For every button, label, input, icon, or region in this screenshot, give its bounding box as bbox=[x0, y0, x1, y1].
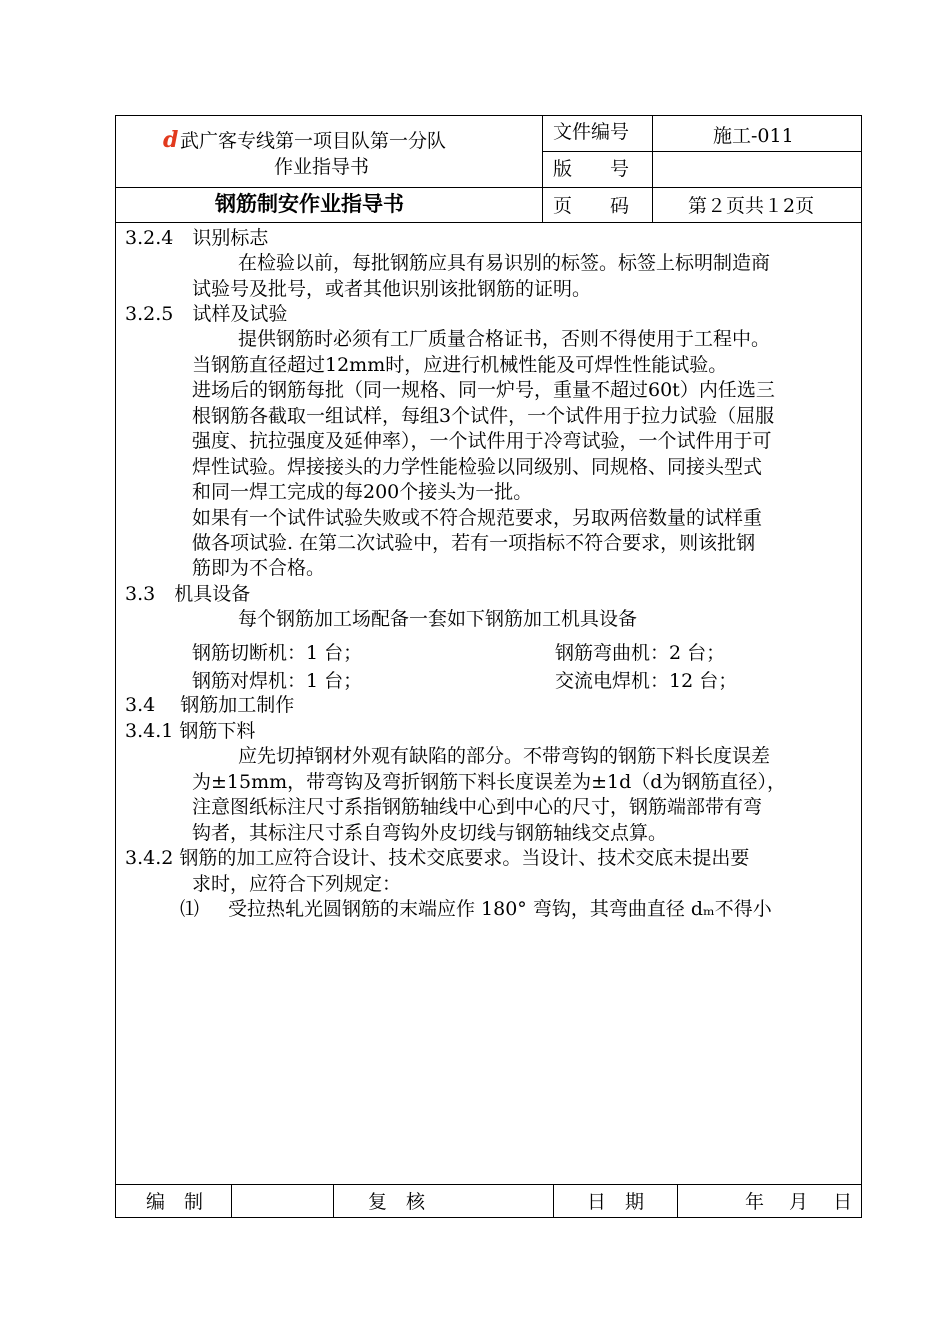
section-3-2-4: 3.2.4 识别标志 bbox=[125, 227, 269, 249]
grid-line bbox=[333, 1184, 334, 1218]
paragraph-line: 进场后的钢筋每批（同一规格、同一炉号，重量不超过60t）内任选三 bbox=[192, 379, 775, 401]
grid-line bbox=[115, 222, 862, 223]
doc-no-label: 文件编号 bbox=[553, 121, 630, 143]
section-3-2-5: 3.2.5 试样及试验 bbox=[125, 303, 288, 325]
paragraph-line: 受拉热轧光圆钢筋的末端应作 180° 弯钩，其弯曲直径 dₘ不得小 bbox=[228, 898, 772, 920]
review-label: 复 核 bbox=[368, 1191, 426, 1213]
grid-line bbox=[677, 1184, 678, 1218]
equipment-item: 钢筋弯曲机：2 台； bbox=[555, 642, 726, 664]
equipment-item: 钢筋对焊机：1 台； bbox=[192, 670, 363, 692]
list-number: ⑴ bbox=[180, 898, 200, 920]
paragraph-line: 在检验以前，每批钢筋应具有易识别的标签。标签上标明制造商 bbox=[238, 252, 771, 274]
section-3-4-2: 3.4.2 钢筋的加工应符合设计、技术交底要求。当设计、技术交底未提出要 bbox=[125, 847, 750, 869]
paragraph-line: 根钢筋各截取一组试样，每组3个试件，一个试件用于拉力试验（屈服 bbox=[192, 405, 775, 427]
section-3-4: 3.4 钢筋加工制作 bbox=[125, 694, 295, 716]
equipment-item: 钢筋切断机：1 台； bbox=[192, 642, 363, 664]
grid-line bbox=[542, 115, 543, 222]
section-3-3: 3.3 机具设备 bbox=[125, 583, 251, 605]
version-label: 版 号 bbox=[553, 158, 630, 180]
paragraph-line: 提供钢筋时必须有工厂质量合格证书，否则不得使用于工程中。 bbox=[238, 328, 771, 350]
paragraph-line: 为±15mm，带弯钩及弯折钢筋下料长度误差为±1d（d为钢筋直径）， bbox=[192, 771, 786, 793]
paragraph-line: 如果有一个试件试验失败或不符合规范要求，另取两倍数量的试样重 bbox=[192, 507, 763, 529]
section-3-4-1: 3.4.1 钢筋下料 bbox=[125, 720, 256, 742]
grid-line bbox=[231, 1184, 232, 1218]
paragraph-line: 筋即为不合格。 bbox=[192, 557, 326, 579]
company-logo: d bbox=[163, 127, 179, 153]
paragraph-line: 和同一焊工完成的每200个接头为一批。 bbox=[192, 481, 533, 503]
grid-line bbox=[553, 1184, 554, 1218]
doc-no-value: 施工-011 bbox=[713, 125, 794, 147]
equipment-item: 交流电焊机：12 台； bbox=[555, 670, 738, 692]
grid-line bbox=[115, 187, 862, 188]
paragraph-line: 当钢筋直径超过12mm时，应进行机械性能及可焊性性能试验。 bbox=[192, 354, 728, 376]
paragraph-line: 应先切掉钢材外观有缺陷的部分。不带弯钩的钢筋下料长度误差 bbox=[238, 745, 771, 767]
paragraph-line: 强度、抗拉强度及延伸率），一个试件用于冷弯试验，一个试件用于可 bbox=[192, 430, 772, 452]
paragraph-line: 每个钢筋加工场配备一套如下钢筋加工机具设备 bbox=[238, 608, 638, 630]
date-label: 日 期 bbox=[587, 1191, 645, 1213]
page-label: 页 码 bbox=[553, 195, 630, 217]
org-name: 武广客专线第一项目队第一分队 bbox=[180, 130, 447, 152]
date-value: 年 月 日 bbox=[745, 1191, 853, 1213]
page-value: 第２页共１2页 bbox=[688, 195, 815, 217]
paragraph-line: 注意图纸标注尺寸系指钢筋轴线中心到中心的尺寸，钢筋端部带有弯 bbox=[192, 796, 763, 818]
grid-line bbox=[115, 1184, 862, 1185]
grid-line bbox=[652, 115, 653, 222]
paragraph-line: 试验号及批号，或者其他识别该批钢筋的证明。 bbox=[192, 278, 592, 300]
paragraph-line: 求时，应符合下列规定： bbox=[192, 873, 402, 895]
doc-title: 钢筋制安作业指导书 bbox=[215, 192, 404, 216]
compile-label: 编 制 bbox=[146, 1191, 204, 1213]
grid-line bbox=[542, 151, 862, 152]
paragraph-line: 焊性试验。焊接接头的力学性能检验以同级别、同规格、同接头型式 bbox=[192, 456, 763, 478]
paragraph-line: 钩者，其标注尺寸系自弯钩外皮切线与钢筋轴线交点算。 bbox=[192, 822, 668, 844]
doc-type: 作业指导书 bbox=[274, 156, 370, 178]
paragraph-line: 做各项试验. 在第二次试验中，若有一项指标不符合要求，则该批钢 bbox=[192, 532, 756, 554]
